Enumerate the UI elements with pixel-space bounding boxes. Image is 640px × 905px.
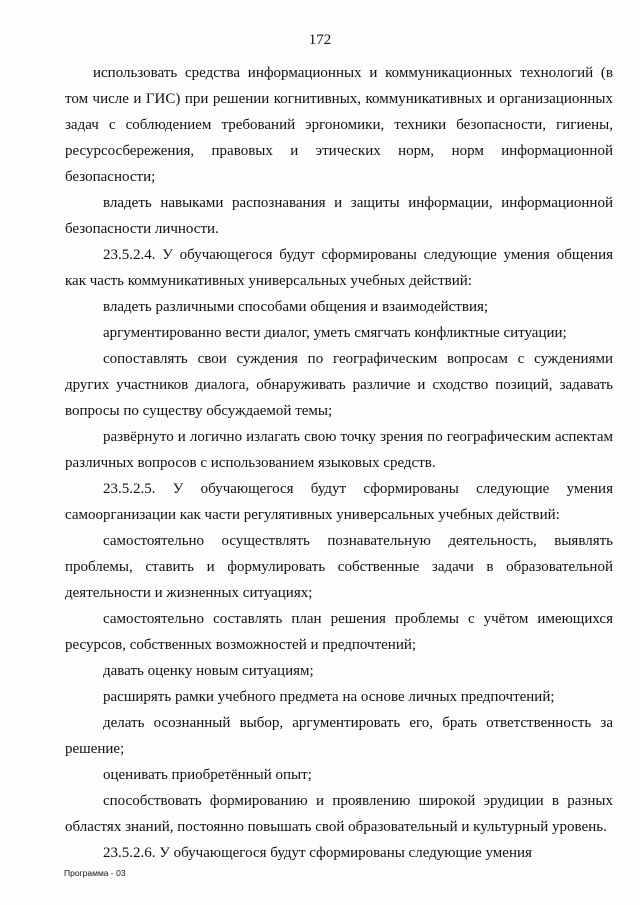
paragraph-dialogue: аргументированно вести диалог, уметь смягчать конфликтные ситуации; (103, 325, 567, 341)
paragraph-expand-scope: расширять рамки учебного предмета на основе личных предпочтений; (103, 689, 555, 705)
paragraph-section-23-5-2-4: 23.5.2.4. У обучающегося будут сформированы следующие умения общения как часть коммуникативных универсальных учебных действий: (65, 247, 613, 289)
paragraph-section-23-5-2-5: 23.5.2.5. У обучающегося будут сформированы следующие умения самоорганизации как части регулятивных универсальных учебных действий: (65, 481, 613, 523)
paragraph-compare-judgments: сопоставлять свои суждения по географическим вопросам с суждениями других участников диалога, обнаруживать различие и сходство позиций, задавать вопросы по существу обсуждаемой темы; (65, 351, 613, 419)
footer-program-label: Программа - 03 (64, 868, 126, 878)
body-text (65, 60, 613, 866)
paragraph-assess-situations: давать оценку новым ситуациям; (103, 663, 314, 679)
paragraph-conscious-choice: делать осознанный выбор, аргументировать его, брать ответственность за решение; (65, 715, 613, 757)
paragraph-ict-usage: использовать средства информационных и коммуникационных технологий (в том числе и ГИС) при решении когнитивных, коммуникативных и организационных задач с соблюдением требований эргономики, техники безопасности, гигиены, ресурсосбережения, правовых и этических норм, норм информационной безопасности; (65, 65, 613, 185)
paragraph-express-view: развёрнуто и логично излагать свою точку зрения по географическим аспектам различных вопросов с использованием языковых средств. (65, 429, 613, 471)
paragraph-plan-solution: самостоятельно составлять план решения проблемы с учётом имеющихся ресурсов, собственных возможностей и предпочтений; (65, 611, 613, 653)
paragraph-erudition: способствовать формированию и проявлению широкой эрудиции в разных областях знаний, постоянно повышать свой образовательный и культурный уровень. (65, 793, 613, 835)
paragraph-cognitive-activity: самостоятельно осуществлять познавательную деятельность, выявлять проблемы, ставить и формулировать собственные задачи в образовательной деятельности и жизненных ситуациях; (65, 533, 613, 601)
paragraph-section-23-5-2-6: 23.5.2.6. У обучающегося будут сформированы следующие умения (103, 845, 532, 861)
page-number: 172 (308, 32, 332, 48)
paragraph-info-security: владеть навыками распознавания и защиты информации, информационной безопасности личности. (65, 195, 613, 237)
paragraph-communication-methods: владеть различными способами общения и взаимодействия; (103, 299, 489, 315)
paragraph-evaluate-experience: оценивать приобретённый опыт; (103, 767, 312, 783)
